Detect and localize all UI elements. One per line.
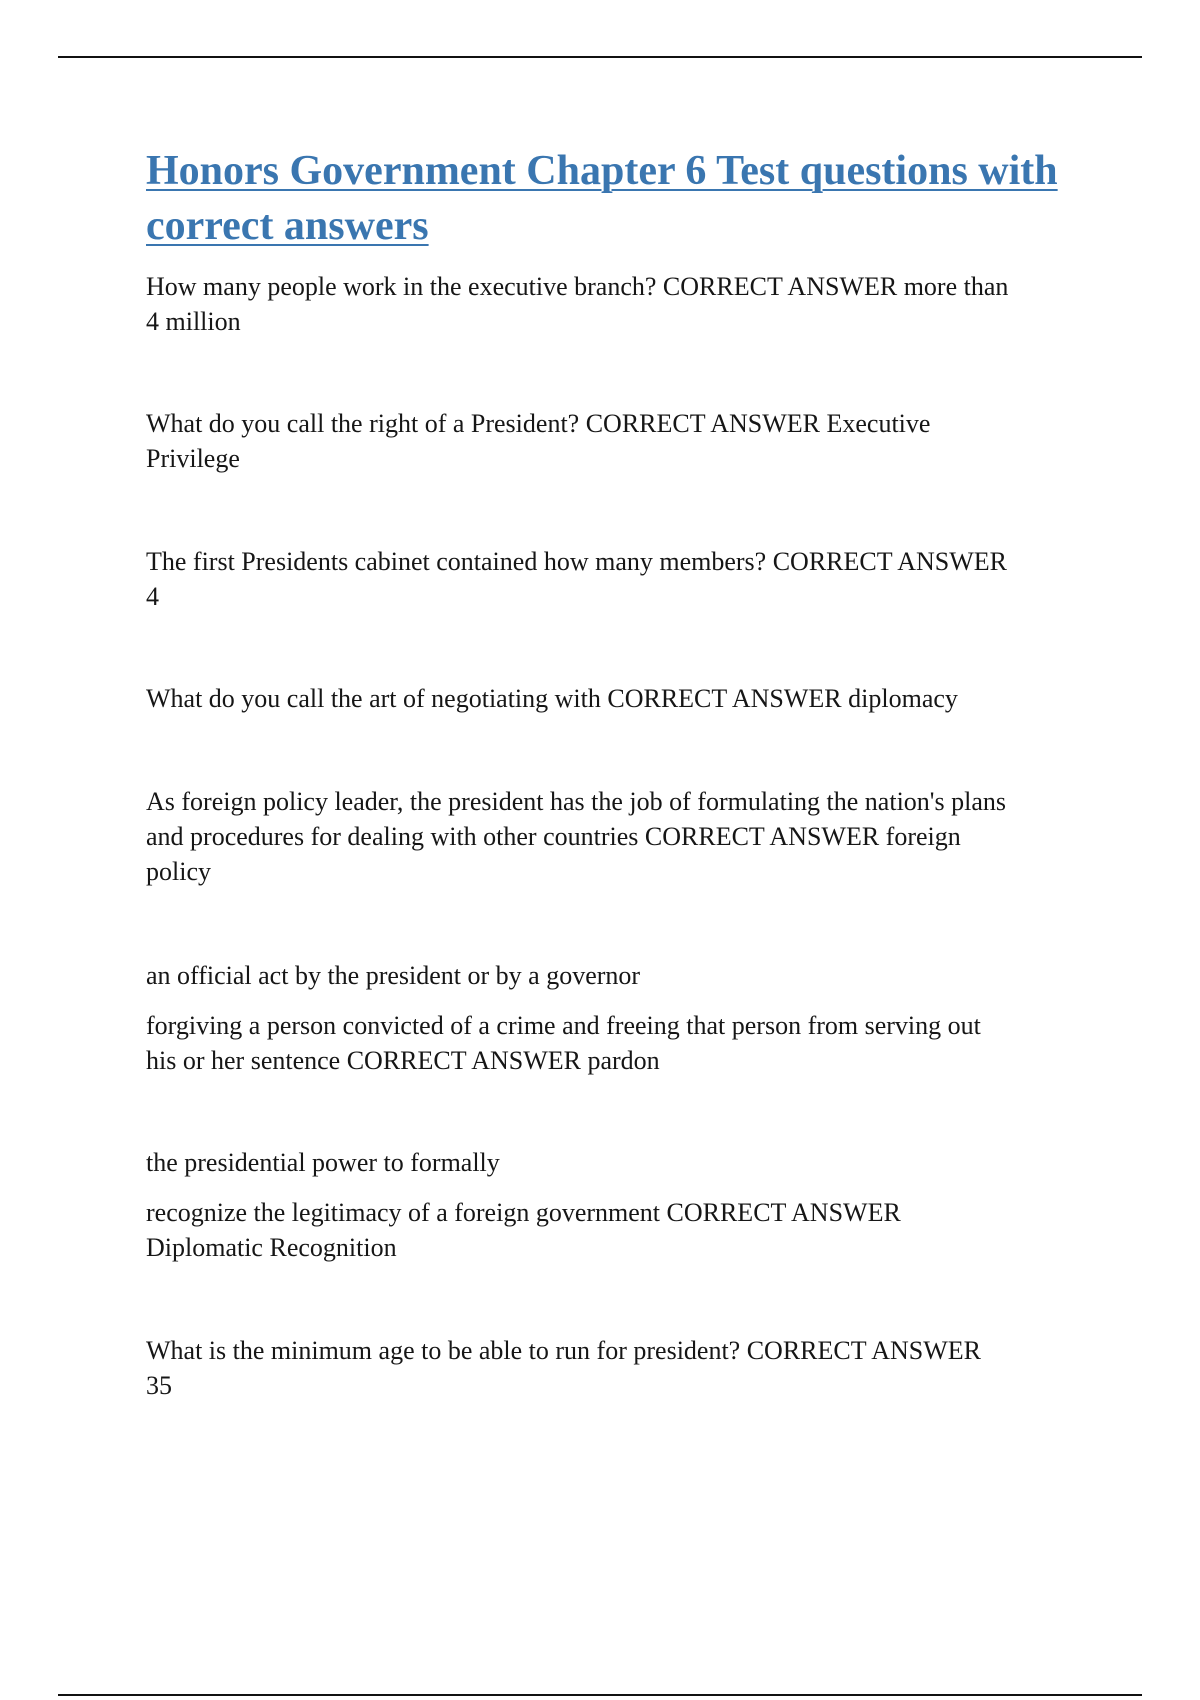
header-rule: [58, 56, 1142, 58]
qa-paragraph-6: an official act by the president or by a governor: [146, 961, 641, 990]
qa-paragraph-10: What is the minimum age to be able to run for president? CORRECT ANSWER 35: [146, 1336, 981, 1400]
qa-paragraph-8: the presidential power to formally: [146, 1148, 500, 1177]
qa-paragraph-4: What do you call the art of negotiating with CORRECT ANSWER diplomacy: [146, 684, 958, 713]
qa-paragraph-1: How many people work in the executive branch? CORRECT ANSWER more than 4 million: [146, 272, 1009, 336]
qa-paragraph-3: The first Presidents cabinet contained how many members? CORRECT ANSWER 4: [146, 547, 1007, 611]
footer-rule: [58, 1694, 1142, 1696]
qa-paragraph-7: forgiving a person convicted of a crime and freeing that person from serving out his or her sentence CORRECT ANSWER pardon: [146, 1011, 981, 1075]
document-title: Honors Government Chapter 6 Test questions with correct answers: [146, 148, 1058, 249]
qa-paragraph-9: recognize the legitimacy of a foreign government CORRECT ANSWER Diplomatic Recognition: [146, 1198, 901, 1262]
qa-paragraph-5: As foreign policy leader, the president has the job of formulating the nation's plans and procedures for dealing with other countries CORRECT ANSWER foreign policy: [146, 787, 1006, 886]
qa-paragraph-2: What do you call the right of a President? CORRECT ANSWER Executive Privilege: [146, 409, 931, 473]
